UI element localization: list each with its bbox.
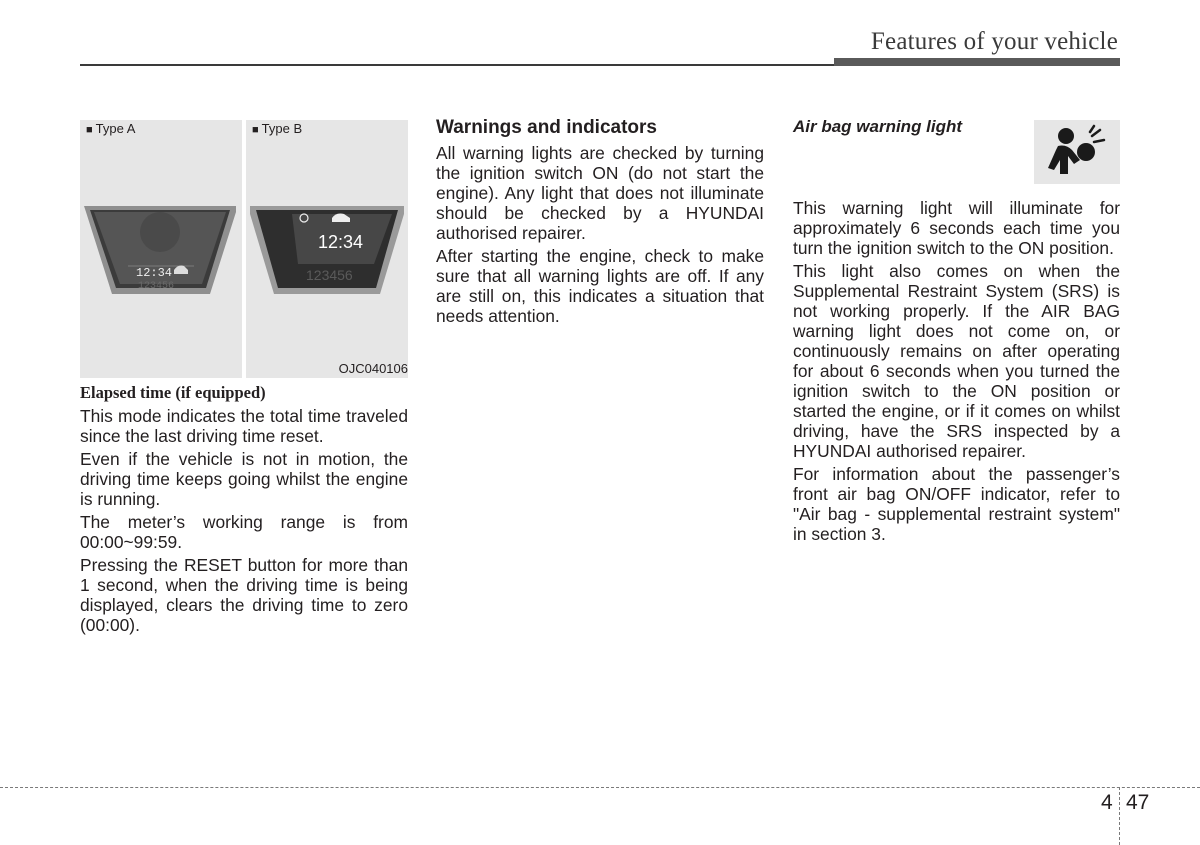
type-b-cluster-image	[246, 202, 408, 302]
elapsed-time-section	[80, 383, 408, 638]
type-a-cluster-image	[80, 202, 242, 302]
elapsed-time-heading: Elapsed time (if equipped)	[80, 383, 266, 402]
header-rule-accent	[834, 58, 1120, 66]
warnings-heading: Warnings and indicators	[436, 117, 657, 138]
figure-panel-type-a	[80, 120, 242, 378]
type-a-odometer-text: 123456	[138, 281, 175, 292]
header-title: Features of your vehicle	[870, 28, 1118, 55]
footer-dashed-divider	[1119, 787, 1120, 845]
type-a-clock-text: 12:34	[136, 266, 173, 280]
airbag-heading: Air bag warning light	[793, 117, 963, 136]
warnings-paragraph: After starting the engine, check to make sure that all warning lights are off. If any are still on, this indicates a situation that needs attention.	[436, 246, 764, 326]
type-a-label-text: Type A	[95, 121, 136, 136]
elapsed-time-paragraph: This mode indicates the total time traveled since the last driving time reset.	[80, 406, 408, 446]
airbag-paragraph: For information about the passenger’s front air bag ON/OFF indicator, refer to "Air bag - supplemental restraint system" in section 3.	[793, 464, 1120, 544]
type-a-label: ■ Type A	[86, 121, 136, 136]
airbag-paragraph: This warning light will illuminate for approximately 6 seconds each time you turn the ignition switch to the ON position.	[793, 198, 1120, 258]
cluster-figure	[80, 120, 409, 378]
warnings-paragraph: All warning lights are checked by turning the ignition switch ON (do not start the engine). Any light that does not illuminate should be checked by a HYUNDAI authorised repairer.	[436, 143, 764, 243]
type-b-odometer-text: 123456	[306, 267, 353, 283]
type-b-clock-text: 12:34	[318, 232, 364, 252]
page-number: 47	[1126, 791, 1150, 814]
warnings-section	[436, 116, 764, 329]
footer-dashed-rule	[0, 787, 1200, 788]
airbag-section	[793, 198, 1120, 547]
elapsed-time-paragraph: Even if the vehicle is not in motion, the driving time keeps going whilst the engine is running.	[80, 449, 408, 509]
airbag-warning-icon	[1034, 120, 1120, 184]
figure-code: OJC040106	[338, 361, 408, 376]
chapter-number: 4	[1101, 791, 1113, 814]
figure-panel-type-b	[246, 120, 408, 378]
airbag-icon-box	[1034, 120, 1120, 184]
elapsed-time-paragraph: Pressing the RESET button for more than 1 second, when the driving time is being displayed, clears the driving time to zero (00:00).	[80, 555, 408, 635]
type-b-label: ■ Type B	[252, 121, 303, 136]
type-b-label-text: Type B	[261, 121, 303, 136]
airbag-paragraph: This light also comes on when the Supplemental Restraint System (SRS) is not working properly. If the AIR BAG warning light does not come on, or continuously remains on after operating for about 6 seconds when you turned the ignition switch to the ON position or started the engine, or if it comes on whilst driving, have the SRS inspected by a HYUNDAI authorised repairer.	[793, 261, 1120, 461]
elapsed-time-paragraph: The meter’s working range is from 00:00~99:59.	[80, 512, 408, 552]
